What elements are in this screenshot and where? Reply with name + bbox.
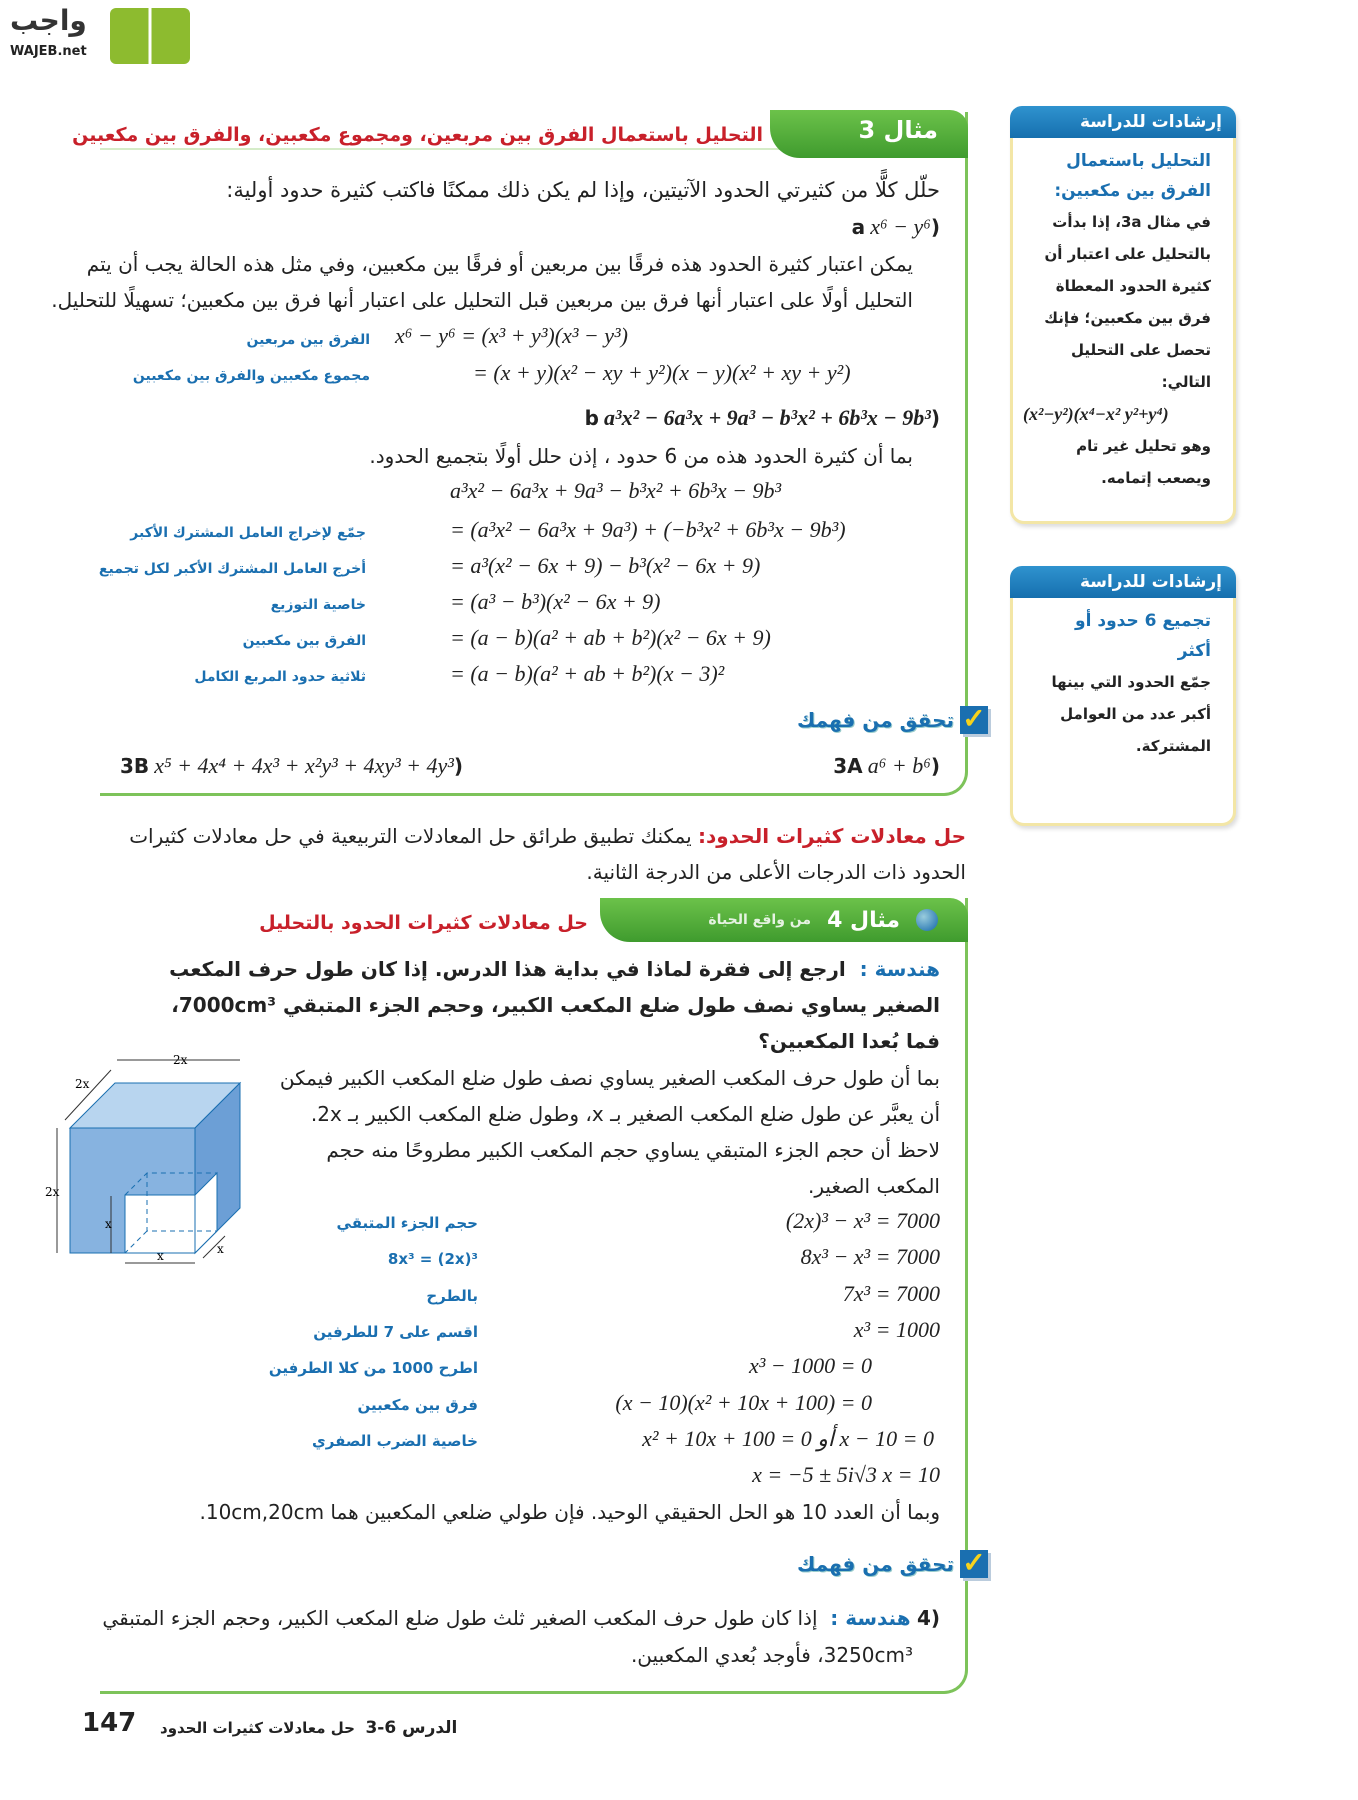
part-a-expr: x⁶ − y⁶ [870, 214, 931, 239]
step-note: خاصية الضرب الصفري [312, 1431, 478, 1450]
example-4-tab: مثال 4 من واقع الحياة [600, 898, 968, 942]
paragraph: المكعب الصغير. [808, 1174, 940, 1198]
step-note: الفرق بين مربعين [246, 332, 370, 348]
exercise-4-line2: 3250cm³، فأوجد بُعدي المكعبين. [630, 1643, 913, 1667]
equation: (x − 10)(x² + 10x + 100) = 0 [615, 1389, 872, 1415]
dim-label: 2x [173, 1053, 188, 1067]
part-a-label: (a [851, 215, 940, 239]
dim-label: x [217, 1242, 224, 1256]
check-understanding: ✓ تحقق من فهمك [797, 1550, 988, 1578]
equation: = (x + y)(x² − xy + y²)(x − y)(x² + xy + y²) [473, 360, 851, 385]
dim-label: 2x [75, 1077, 90, 1091]
step-note: اطرح 1000 من كلا الطرفين [268, 1359, 478, 1378]
paragraph: أن يعبَّر عن طول ضلع المكعب الصغير بـ x، وطول ضلع المكعب الكبير بـ 2x. [310, 1102, 940, 1126]
equation: = (a − b)(a² + ab + b²)(x² − 6x + 9) [450, 625, 771, 650]
check-understanding: ✓ تحقق من فهمك [797, 706, 988, 734]
equation: a³x² − 6a³x + 9a³ − b³x² + 6b³x − 9b³ [450, 478, 782, 503]
example-3-tab: مثال 3 [770, 110, 968, 158]
step-note: الفرق بين مكعبين [242, 633, 366, 649]
cube-figure [45, 1048, 260, 1268]
paragraph: يمكن اعتبار كثيرة الحدود هذه فرقًا بين مربعين أو فرقًا بين مكعبين، وفي مثل هذه الحالة يجب أن يتم [86, 252, 913, 276]
study-tip-1: إرشادات للدراسة التحليل باستعمال الفرق بين مكعبين: في مثال 3a، إذا بدأت بالتحليل على اعتبار أن كثيرة الحدود المعطاة فرق بين مكعبين؛ فإنك تحصل على التحليل التالي: (x²−y²)(x⁴−x² y²+y⁴) وهو تحليل غير تام ويصعب إتمامه. [1010, 106, 1236, 524]
equation: 8x³ − x³ = 7000 [800, 1244, 940, 1270]
checkmark-icon: ✓ [960, 706, 988, 734]
question: فما بُعدا المكعبين؟ [758, 1029, 940, 1053]
paragraph: بما أن كثيرة الحدود هذه من 6 حدود ، إذن حلل أولًا بتجميع الحدود. [369, 444, 913, 468]
equation: x⁶ − y⁶ = (x³ + y³)(x³ − y³) [395, 323, 628, 348]
section-intro: حل معادلات كثيرات الحدود: يمكنك تطبيق طرائق حل المعادلات التربيعية في حل معادلات كثيرات [129, 824, 966, 848]
equation: = a³(x² − 6x + 9) − b³(x² − 6x + 9) [450, 553, 761, 578]
paragraph: لاحظ أن حجم الجزء المتبقي يساوي حجم المكعب الكبير مطروحًا منه حجم [326, 1138, 940, 1162]
paragraph: بما أن طول حرف المكعب الصغير يساوي نصف طول ضلع المكعب الكبير فيمكن [279, 1066, 940, 1090]
question: الصغير يساوي نصف طول ضلع المكعب الكبير، وحجم الجزء المتبقي 7000cm³، [171, 993, 940, 1017]
q3b-expr: x⁵ + 4x⁴ + 4x³ + x²y³ + 4xy³ + 4y³ [154, 753, 454, 778]
equation: x = −5 ± 5i√3 x = 10 [752, 1462, 940, 1488]
intro: حلّل كلًّا من كثيرتي الحدود الآتيتين، وإذا لم يكن ذلك ممكنًا فاكتب كثيرة حدود أولية: [226, 178, 940, 202]
book-icon [110, 8, 190, 64]
paragraph: الحدود ذات الدرجات الأعلى من الدرجة الثانية. [586, 860, 966, 884]
paragraph: التحليل أولًا على اعتبار أنها فرق بين مربعين قبل التحليل على اعتبار أنها فرق بين مكعبين؛ تسهيلًا للتحليل. [51, 288, 913, 312]
step-note: بالطرح [426, 1286, 478, 1305]
study-tip-2: إرشادات للدراسة تجميع 6 حدود أو أكثر جمّع الحدود التي بينها أكبر عدد من العوامل المشتركة. [1010, 566, 1236, 826]
step-note: ثلاثية حدود المربع الكامل [194, 669, 366, 685]
step-note: اقسم على 7 للطرفين [313, 1322, 478, 1341]
checkmark-icon: ✓ [960, 1550, 988, 1578]
equation: = (a³ − b³)(x² − 6x + 9) [450, 589, 661, 614]
step-note: 8x³ = (2x)³ [387, 1250, 478, 1269]
dim-label: 2x [45, 1185, 60, 1199]
equation: (2x)³ − x³ = 7000 [785, 1208, 940, 1233]
globe-icon [916, 909, 938, 931]
dim-label: x [105, 1217, 112, 1231]
step-note: جمّع لإخراج العامل المشترك الأكبر [130, 525, 366, 541]
example-4-title: حل معادلات كثيرات الحدود بالتحليل [259, 912, 588, 934]
example-3-title: التحليل باستعمال الفرق بين مربعين، ومجموع مكعبين، والفرق بين مكعبين [72, 124, 763, 146]
dim-label: x [157, 1249, 164, 1263]
q3a-expr: a⁶ + b⁶ [867, 753, 931, 778]
part-b-expr: a³x² − 6a³x + 9a³ − b³x² + 6b³x − 9b³ [604, 405, 931, 430]
equation: x³ = 1000 [853, 1316, 940, 1342]
step-note: خاصية التوزيع [270, 597, 366, 613]
footer-lesson: الدرس 6-3 حل معادلات كثيرات الحدود [160, 1718, 458, 1738]
geometry-label: هندسة : [859, 957, 940, 981]
page-number: 147 [82, 1708, 137, 1738]
step-note: فرق بين مكعبين [357, 1395, 478, 1414]
q3a-label: (3A [833, 754, 940, 778]
exercise-4: 4) هندسة : إذا كان طول حرف المكعب الصغير ثلث طول ضلع المكعب الكبير، وحجم الجزء المتبقي [102, 1606, 940, 1630]
equation: = (a³x² − 6a³x + 9a³) + (−b³x² + 6b³x − 9b³) [450, 517, 846, 542]
step-note: حجم الجزء المتبقي [336, 1214, 478, 1232]
equation: x³ − 1000 = 0 [748, 1353, 872, 1379]
wajeb-logo: واجب WAJEB.net [10, 4, 190, 68]
step-note: مجموع مكعبين والفرق بين مكعبين [132, 368, 370, 384]
step-note: أخرج العامل المشترك الأكبر لكل تجميع [98, 561, 366, 577]
q3b-label: (3B [120, 754, 464, 778]
equation: = (a − b)(a² + ab + b²)(x − 3)² [450, 661, 725, 686]
equation: 7x³ = 7000 [842, 1280, 940, 1306]
equation: x² + 10x + 100 = 0 أو x − 10 = 0 [642, 1425, 934, 1451]
conclusion: وبما أن العدد 10 هو الحل الحقيقي الوحيد. فإن طولي ضلعي المكعبين هما 10cm,20cm. [199, 1500, 940, 1524]
part-b-label: (b [584, 406, 940, 430]
